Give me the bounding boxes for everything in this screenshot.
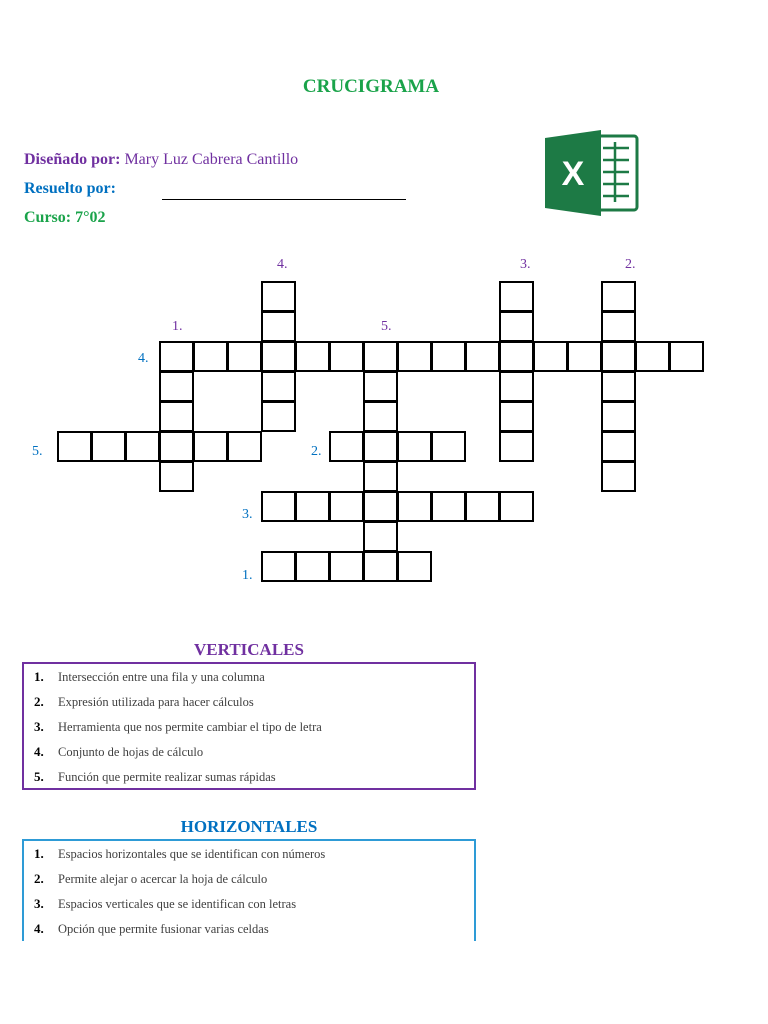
crossword-cell[interactable] xyxy=(329,341,364,372)
crossword-cell[interactable] xyxy=(363,401,398,432)
crossword-cell[interactable] xyxy=(295,491,330,522)
crossword-cell[interactable] xyxy=(499,341,534,372)
crossword-cell[interactable] xyxy=(261,311,296,342)
vertical-clue-text: Conjunto de hojas de cálculo xyxy=(58,745,204,759)
crossword-cell[interactable] xyxy=(601,431,636,462)
grid-label-vertical-2: 2. xyxy=(625,257,636,272)
crossword-cell[interactable] xyxy=(363,341,398,372)
crossword-cell[interactable] xyxy=(465,341,500,372)
crossword-cell[interactable] xyxy=(261,491,296,522)
crossword-cell[interactable] xyxy=(397,341,432,372)
horizontal-clue-3 xyxy=(24,891,474,916)
crossword-cell[interactable] xyxy=(499,431,534,462)
crossword-cell[interactable] xyxy=(601,281,636,312)
verticales-title: VERTICALES xyxy=(194,640,304,659)
crossword-cell[interactable] xyxy=(261,551,296,582)
course-label: Curso: xyxy=(24,209,72,226)
horizontal-clue-number: 2. xyxy=(34,871,44,886)
crossword-cell[interactable] xyxy=(261,371,296,402)
crossword-cell[interactable] xyxy=(295,551,330,582)
crossword-cell[interactable] xyxy=(363,431,398,462)
crossword-cell[interactable] xyxy=(159,371,194,402)
horizontal-clue-text: Espacios horizontales que se identifican con números xyxy=(58,847,326,861)
crossword-cell[interactable] xyxy=(669,341,704,372)
crossword-cell[interactable] xyxy=(363,491,398,522)
vertical-clue-text: Herramienta que nos permite cambiar el tipo de letra xyxy=(58,720,322,734)
horizontal-clue-1 xyxy=(24,841,474,866)
vertical-clue-number: 2. xyxy=(34,694,44,709)
vertical-clue-3 xyxy=(24,714,474,739)
crossword-cell[interactable] xyxy=(363,521,398,552)
crossword-cell[interactable] xyxy=(227,341,262,372)
grid-label-horizontal-2: 2. xyxy=(311,444,322,459)
crossword-cell[interactable] xyxy=(193,341,228,372)
vertical-clue-5 xyxy=(24,764,474,789)
grid-label-vertical-3: 3. xyxy=(520,257,531,272)
crossword-cell[interactable] xyxy=(261,401,296,432)
grid-label-vertical-5: 5. xyxy=(381,319,392,334)
horizontal-clue-number: 3. xyxy=(34,896,44,911)
crossword-cell[interactable] xyxy=(601,461,636,492)
crossword-cell[interactable] xyxy=(363,371,398,402)
horizontal-clue-number: 4. xyxy=(34,921,44,936)
vertical-clue-text: Intersección entre una fila y una columna xyxy=(58,670,265,684)
crossword-cell[interactable] xyxy=(363,551,398,582)
crossword-cell[interactable] xyxy=(91,431,126,462)
crossword-cell[interactable] xyxy=(261,341,296,372)
crossword-cell[interactable] xyxy=(499,371,534,402)
crossword-cell[interactable] xyxy=(431,491,466,522)
crossword-cell[interactable] xyxy=(329,491,364,522)
crossword-cell[interactable] xyxy=(397,551,432,582)
horizontal-clue-2 xyxy=(24,866,474,891)
crossword-cell[interactable] xyxy=(227,431,262,462)
horizontal-clue-4 xyxy=(24,916,474,941)
crossword-cell[interactable] xyxy=(635,341,670,372)
crossword-cell[interactable] xyxy=(499,401,534,432)
crossword-cell[interactable] xyxy=(601,371,636,402)
grid-label-horizontal-5: 5. xyxy=(32,444,43,459)
crossword-cell[interactable] xyxy=(397,491,432,522)
crossword-cell[interactable] xyxy=(397,431,432,462)
horizontal-clue-text: Opción que permite fusionar varias celdas xyxy=(58,922,269,936)
vertical-clue-4 xyxy=(24,739,474,764)
grid-label-vertical-4: 4. xyxy=(277,257,288,272)
horizontales-title: HORIZONTALES xyxy=(180,817,318,836)
horizontal-clue-text: Permite alejar o acercar la hoja de cálculo xyxy=(58,872,268,886)
grid-label-horizontal-4: 4. xyxy=(138,351,149,366)
crossword-cell[interactable] xyxy=(57,431,92,462)
horizontal-clue-number: 1. xyxy=(34,846,44,861)
crossword-cell[interactable] xyxy=(261,281,296,312)
designer-label: Diseñado por: xyxy=(24,151,121,168)
vertical-clue-text: Función que permite realizar sumas rápidas xyxy=(58,770,276,784)
solver-label: Resuelto por: xyxy=(24,180,116,197)
crossword-cell[interactable] xyxy=(329,431,364,462)
crossword-cell[interactable] xyxy=(363,461,398,492)
vertical-clue-text: Expresión utilizada para hacer cálculos xyxy=(58,695,254,709)
horizontal-clue-text: Espacios verticales que se identifican con letras xyxy=(58,897,297,911)
crossword-cell[interactable] xyxy=(295,341,330,372)
verticales-clue-list xyxy=(22,662,476,790)
grid-label-horizontal-3: 3. xyxy=(242,507,253,522)
vertical-clue-number: 1. xyxy=(34,669,44,684)
crossword-cell[interactable] xyxy=(159,341,194,372)
designer-name: Mary Luz Cabrera Cantillo xyxy=(124,151,299,168)
vertical-clue-number: 4. xyxy=(34,744,44,759)
crossword-cell[interactable] xyxy=(159,431,194,462)
page-title: CRUCIGRAMA xyxy=(302,76,440,97)
crossword-cell[interactable] xyxy=(499,311,534,342)
crossword-cell[interactable] xyxy=(125,431,160,462)
grid-label-vertical-1: 1. xyxy=(172,319,183,334)
crossword-cell[interactable] xyxy=(533,341,568,372)
crossword-cell[interactable] xyxy=(329,551,364,582)
crossword-cell[interactable] xyxy=(159,461,194,492)
crossword-cell[interactable] xyxy=(431,341,466,372)
course-value: 7°02 xyxy=(75,209,106,226)
crossword-cell[interactable] xyxy=(465,491,500,522)
grid-label-horizontal-1: 1. xyxy=(242,568,253,583)
crossword-cell[interactable] xyxy=(499,491,534,522)
vertical-clue-number: 3. xyxy=(34,719,44,734)
crossword-cell[interactable] xyxy=(567,341,602,372)
crossword-cell[interactable] xyxy=(431,431,466,462)
vertical-clue-number: 5. xyxy=(34,769,44,784)
crossword-cell[interactable] xyxy=(601,341,636,372)
horizontales-clue-list xyxy=(22,839,476,941)
crossword-cell[interactable] xyxy=(601,401,636,432)
crossword-cell[interactable] xyxy=(499,281,534,312)
crossword-cell[interactable] xyxy=(159,401,194,432)
vertical-clue-2 xyxy=(24,689,474,714)
logo-letter: X xyxy=(561,155,585,193)
crossword-cell[interactable] xyxy=(193,431,228,462)
vertical-clue-1 xyxy=(24,664,474,689)
crossword-cell[interactable] xyxy=(601,311,636,342)
